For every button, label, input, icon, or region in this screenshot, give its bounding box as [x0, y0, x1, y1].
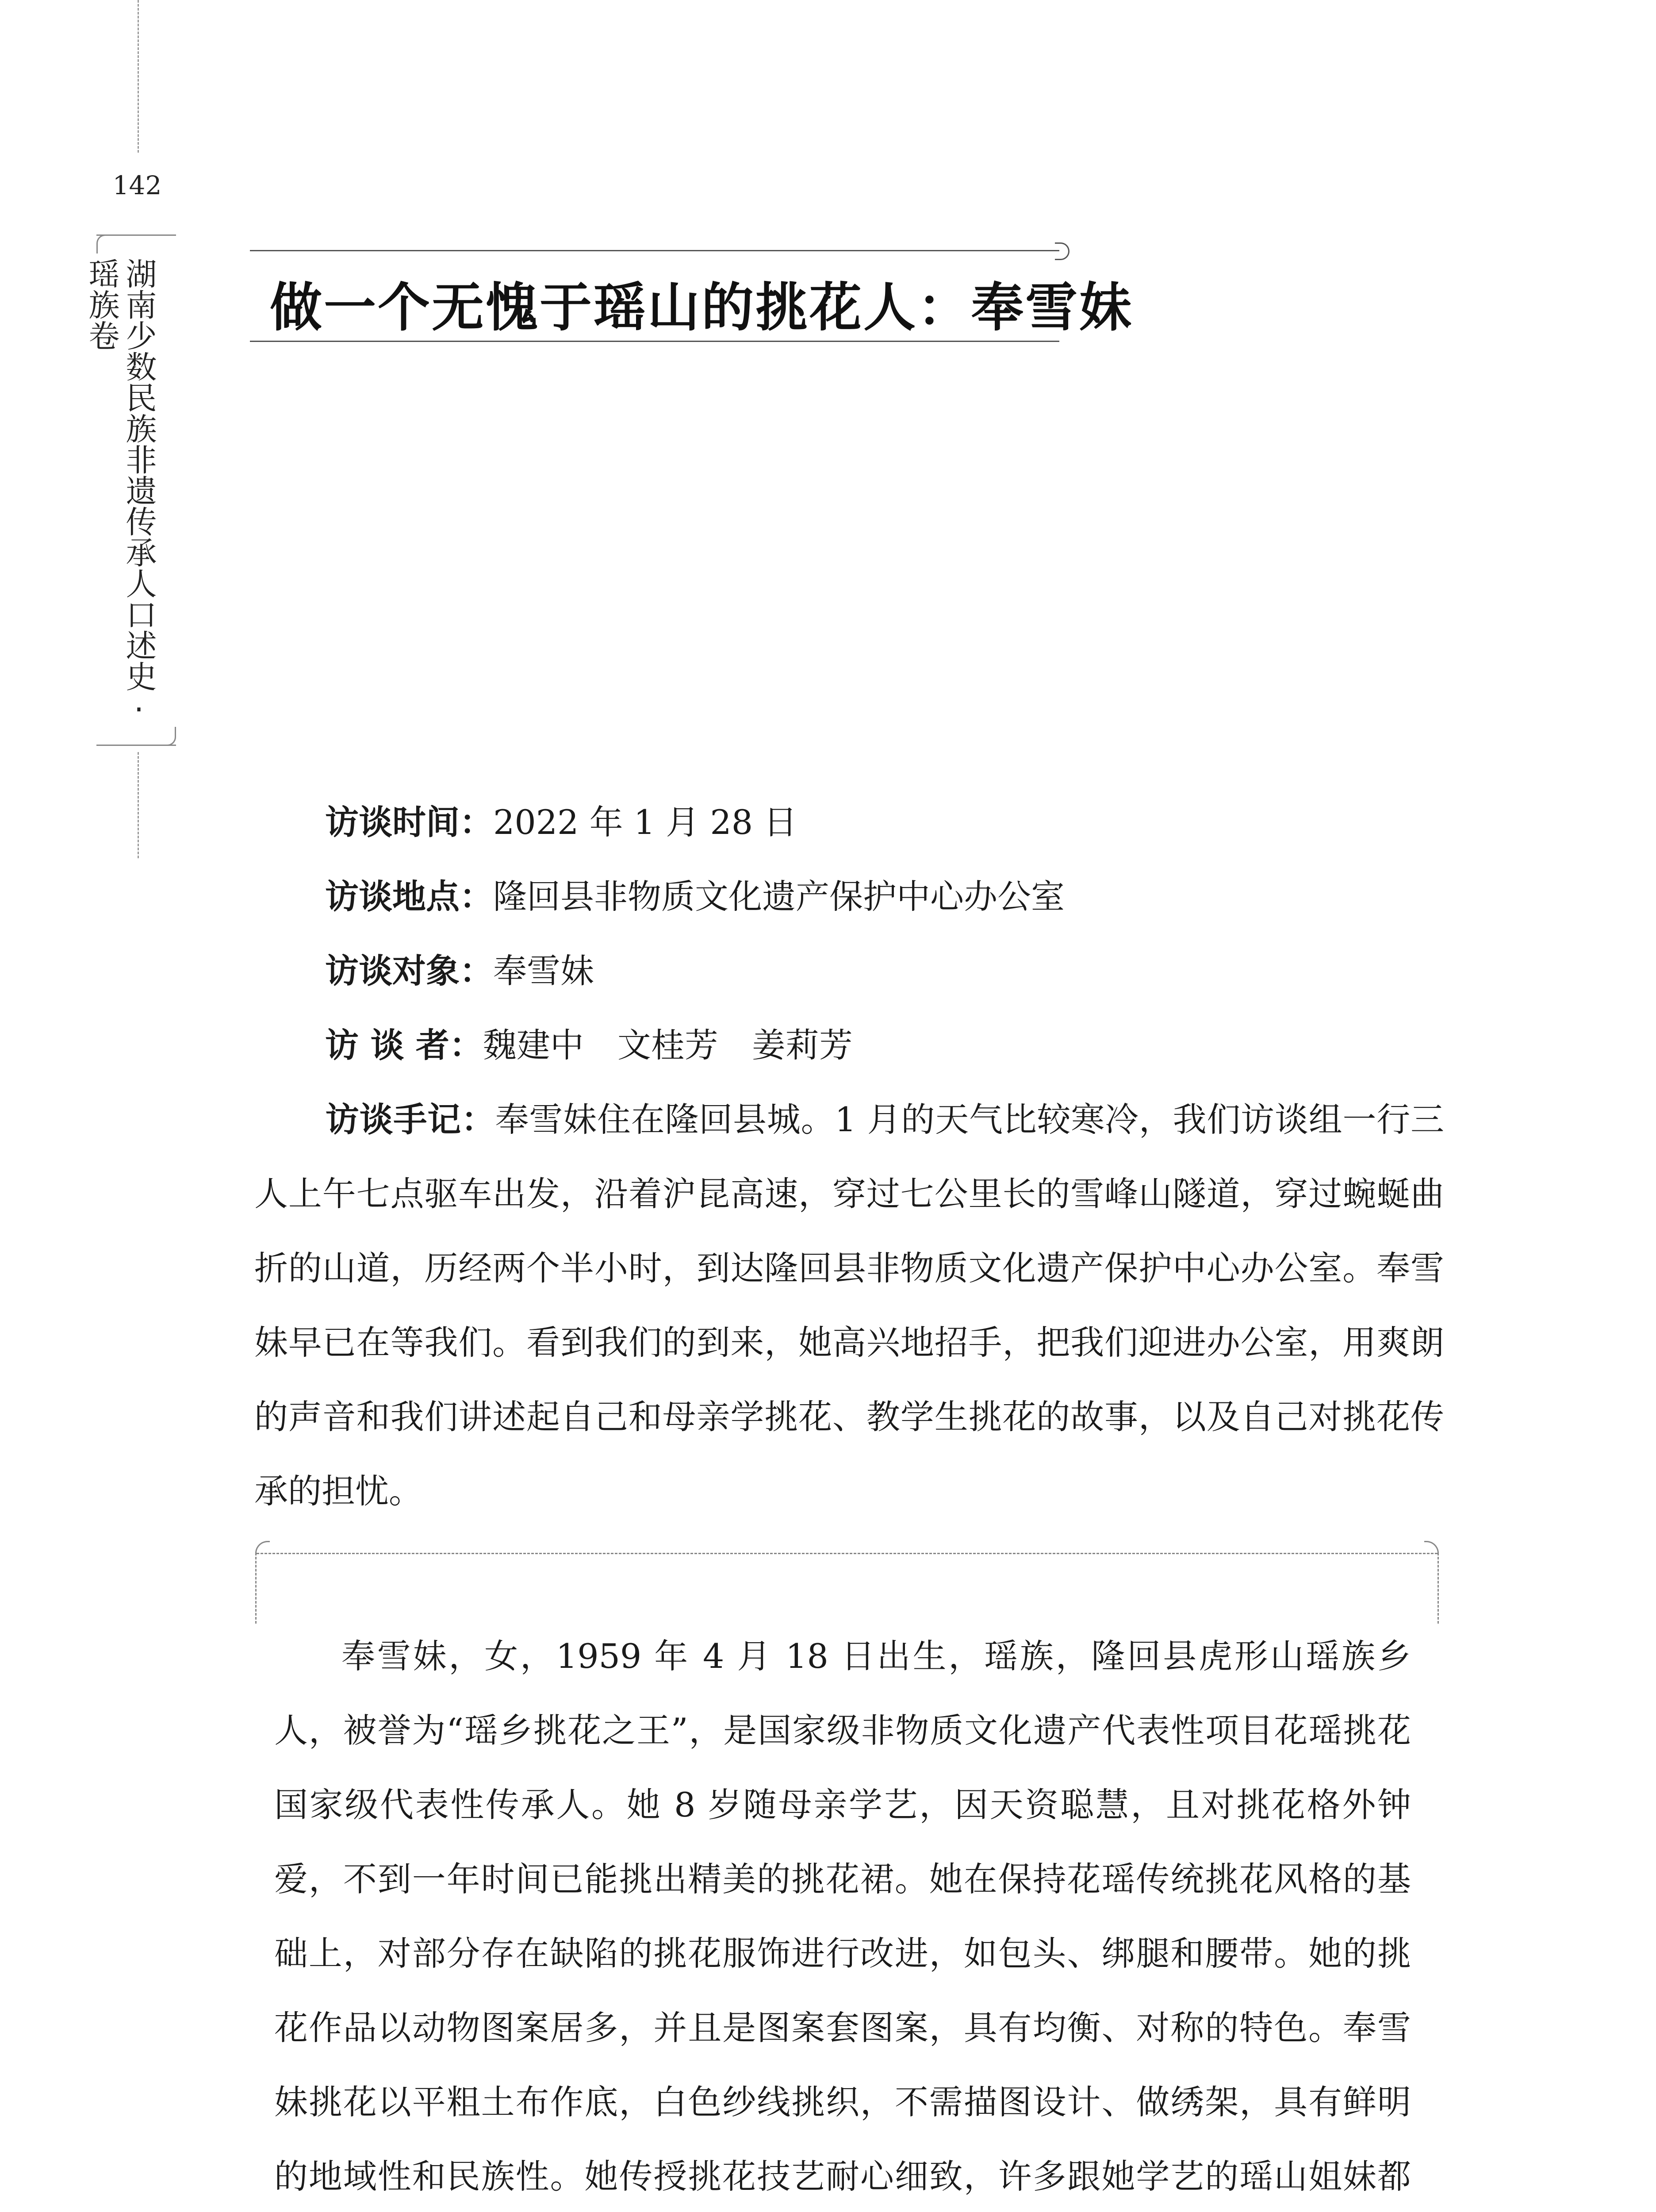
interview-time-label: 访谈时间： [325, 803, 493, 842]
interviewers [254, 1008, 1444, 1083]
interviewers-label: 访 谈 者： [325, 1025, 483, 1065]
interview-notes-text: 奉雪妹住在隆回县城。1 月的天气比较寒冷，我们访谈组一行三人上午七点驱车出发，沿着沪昆高速，穿过七公里长的雪峰山隧道，穿过蜿蜒曲折的山道，历经两个半小时，到达隆回县非物质文化遗产保护中心办公室。奉雪妹早已在等我们。看到我们的到来，她高兴地招手，把我们迎进办公室，用爽朗的声音和我们讲述起自己和母亲学挑花、教学生挑花的故事，以及自己对挑花传承的担忧。 [254, 1100, 1445, 1511]
interview-notes-label: 访谈手记： [325, 1100, 495, 1139]
title-rule-bottom [250, 341, 1059, 342]
interview-info [254, 785, 1444, 1528]
bio-box-frame [257, 1553, 1438, 1627]
interviewers-value: 魏建中 文桂芳 姜莉芳 [483, 1025, 853, 1065]
margin-dashed-line-bottom [138, 752, 139, 858]
interview-place-value: 隆回县非物质文化遗产保护中心办公室 [493, 877, 1065, 916]
margin-dashed-line-top [138, 0, 139, 153]
biography [274, 1619, 1411, 2212]
chapter-title: 做一个无愧于瑶山的挑花人：奉雪妹 [270, 277, 1134, 338]
interview-time-value: 2022 年 1 月 28 日 [493, 803, 797, 842]
running-head-frame [84, 234, 176, 746]
running-head: 湖南少数民族非遗传承人口述史·瑶族卷 [84, 258, 157, 728]
interview-subject-value: 奉雪妹 [493, 951, 594, 991]
title-rule-top [250, 250, 1059, 251]
interview-subject-label: 访谈对象： [325, 951, 493, 991]
interview-time [254, 785, 1444, 860]
interview-place-label: 访谈地点： [325, 877, 493, 916]
page-number: 142 [112, 170, 162, 200]
biography-text: 奉雪妹，女，1959 年 4 月 18 日出生，瑶族，隆回县虎形山瑶族乡人，被誉为“瑶乡挑花之王”，是国家级非物质文化遗产代表性项目花瑶挑花国家级代表性传承人。她 8 岁随母亲学艺，因天资聪慧，且对挑花格外钟爱，不到一年时间已能挑出精美的挑花裙。她在保持花瑶传统挑花风格的基础上，对部分存在缺陷的挑花服饰进行改进，如包头、绑腿和腰带。她的挑花作品以动物图案居多，并且是图案套图案，具有均衡、对称的特色。奉雪妹挑花以平粗土布作底，白色纱线挑织，不需描图设计、做绣架，具有鲜明的地域性和民族性。她传授挑花技艺耐心细致，许多跟她学艺的瑶山姐妹都 [274, 1636, 1411, 2196]
title-ornament [1055, 242, 1070, 260]
interview-notes [254, 1083, 1444, 1528]
interview-subject [254, 934, 1444, 1008]
interview-place [254, 860, 1444, 934]
